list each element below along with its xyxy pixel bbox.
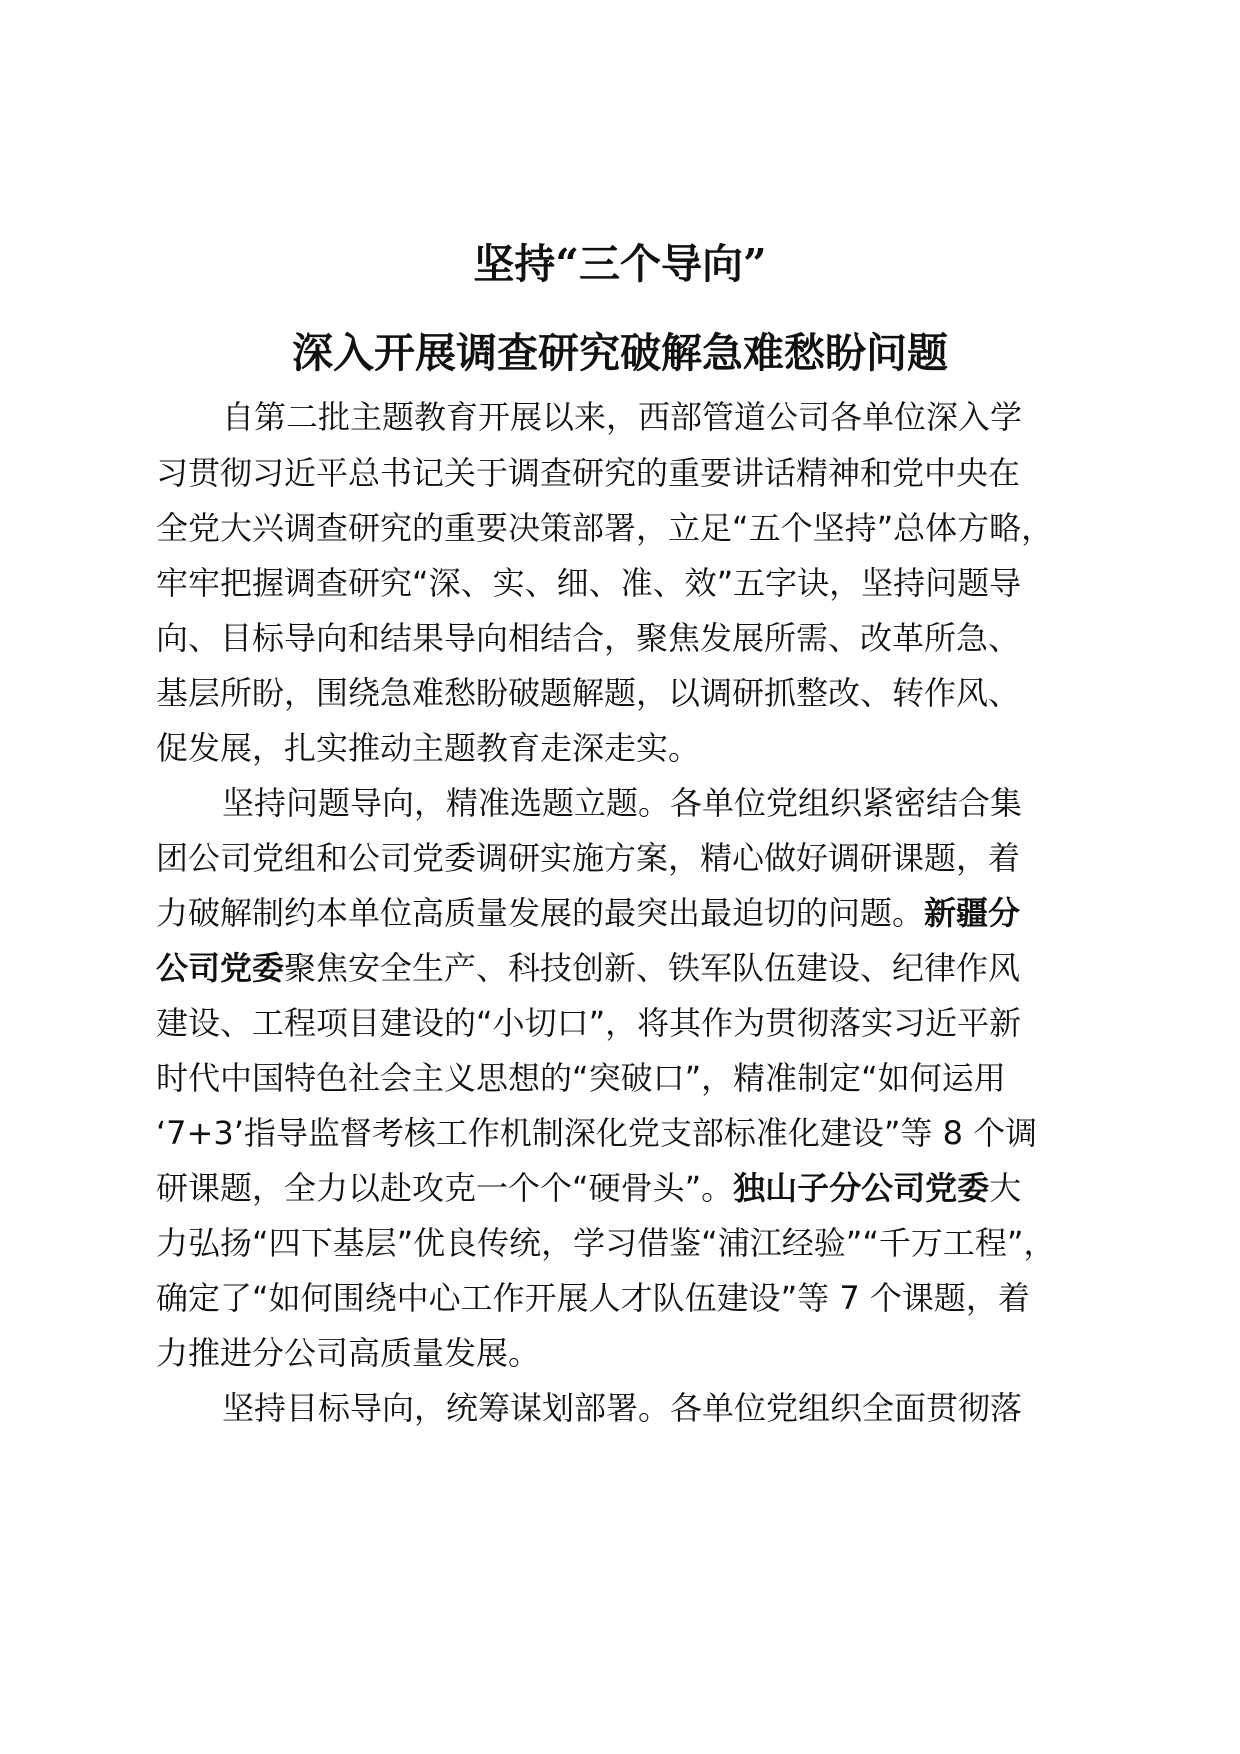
paragraph-1-line-6: 基层所盼，围绕急难愁盼破题解题，以调研抓整改、转作风、 xyxy=(156,674,1021,712)
paragraph-3-line-1: 坚持目标导向，统筹谋划部署。各单位党组织全面贯彻落 xyxy=(222,1389,1023,1427)
bold-unit-name: 公司党委 xyxy=(156,949,285,987)
paragraph-2-line-5: 建设、工程项目建设的“小切口”，将其作为贯彻落实习近平新 xyxy=(156,1004,1022,1042)
paragraph-2-line-6: 时代中国特色社会主义思想的“突破口”，精准制定“如何运用 xyxy=(156,1059,1006,1097)
paragraph-2-line-1: 坚持问题导向，精准选题立题。各单位党组织紧密结合集 xyxy=(222,784,1023,822)
paragraph-2-line-2: 团公司党组和公司党委调研实施方案，精心做好调研课题，着 xyxy=(156,839,1021,877)
paragraph-2-line-3: 力破解制约本单位高质量发展的最突出最迫切的问题。新疆分 xyxy=(156,894,1021,932)
bold-unit-name: 独山子分公司党委 xyxy=(733,1169,990,1207)
paragraph-2-line-4: 公司党委聚焦安全生产、科技创新、铁军队伍建设、纪律作风 xyxy=(156,949,1021,987)
paragraph-2-line-9: 力弘扬“四下基层”优良传统，学习借鉴“浦江经验”“千万工程”， xyxy=(156,1224,1056,1262)
bold-unit-name: 新疆分 xyxy=(924,894,1021,932)
document-title-line-1: 坚持“三个导向” xyxy=(473,240,767,288)
paragraph-1-line-1: 自第二批主题教育开展以来，西部管道公司各单位深入学 xyxy=(222,398,1023,436)
paragraph-1-line-5: 向、目标导向和结果导向相结合，聚焦发展所需、改革所急、 xyxy=(156,619,1021,657)
paragraph-2-line-10: 确定了“如何围绕中心工作开展人才队伍建设”等 7 个课题，着 xyxy=(156,1279,1030,1317)
paragraph-1-line-7: 促发展，扎实推动主题教育走深走实。 xyxy=(156,729,701,767)
document-title-line-2: 深入开展调查研究破解急难愁盼问题 xyxy=(292,329,948,377)
paragraph-2-line-11: 力推进分公司高质量发展。 xyxy=(156,1334,541,1372)
paragraph-1-line-3: 全党大兴调查研究的重要决策部署，立足“五个坚持”总体方略， xyxy=(156,509,1054,547)
paragraph-2-line-7: ‘7+3’指导监督考核工作机制深化党支部标准化建设”等 8 个调 xyxy=(156,1114,1038,1152)
paragraph-1-line-4: 牢牢把握调查研究“深、实、细、准、效”五字诀，坚持问题导 xyxy=(156,564,1022,602)
paragraph-1-line-2: 习贯彻习近平总书记关于调查研究的重要讲话精神和党中央在 xyxy=(156,454,1021,492)
paragraph-2-line-8: 研课题，全力以赴攻克一个个“硬骨头”。独山子分公司党委大 xyxy=(156,1169,1022,1207)
